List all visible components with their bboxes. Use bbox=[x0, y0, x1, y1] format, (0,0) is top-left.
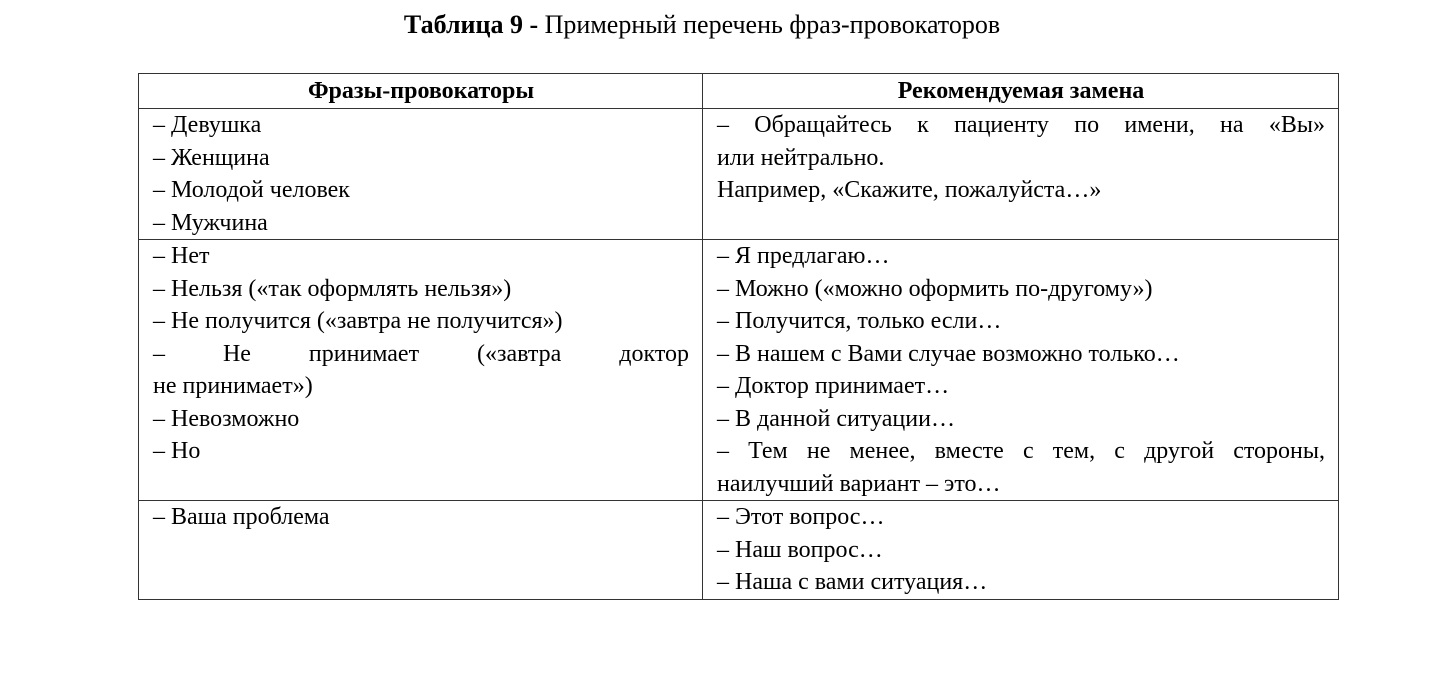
phrase-line: – Невозможно bbox=[153, 405, 300, 432]
replacement-line: – Этот вопрос… bbox=[717, 504, 885, 530]
replacement-line: – В данной ситуации… bbox=[717, 405, 955, 432]
phrase-line: – Мужчина bbox=[153, 209, 268, 236]
replacement-line: – Наша с вами ситуация… bbox=[717, 569, 988, 595]
replacement-line: Например, «Скажите, пожалуйста…» bbox=[717, 177, 1102, 203]
phrase-line: не принимает») bbox=[153, 373, 313, 399]
replacement-line: или нейтрально. bbox=[717, 144, 885, 171]
replacement-line: – Тем не менее, вместе с тем, с другой стороны, bbox=[717, 438, 1325, 464]
replacement-line: – Получится, только если… bbox=[717, 308, 1002, 334]
phrases-cell bbox=[139, 240, 703, 501]
replacement-line: – Доктор принимает… bbox=[717, 373, 950, 399]
table-title: Примерный перечень фраз-провокаторов bbox=[544, 10, 1001, 39]
table-caption bbox=[0, 8, 1404, 42]
phrase-line: – Нельзя («так оформлять нельзя») bbox=[153, 275, 512, 302]
phrase-line: – Женщина bbox=[153, 144, 270, 171]
replacement-line: – В нашем с Вами случае возможно только… bbox=[717, 340, 1180, 367]
phrase-line: – Но bbox=[153, 438, 201, 464]
replacement-cell bbox=[703, 501, 1339, 600]
table-row bbox=[139, 501, 1339, 600]
phrases-cell bbox=[139, 501, 703, 600]
header-recommended-replacement: Рекомендуемая замена bbox=[703, 74, 1339, 109]
phrase-line: – Нет bbox=[153, 243, 210, 269]
phrases-table bbox=[138, 73, 1339, 600]
table-row bbox=[139, 109, 1339, 240]
replacement-cell bbox=[703, 109, 1339, 240]
replacement-line: – Можно («можно оформить по-другому») bbox=[717, 275, 1153, 302]
replacement-cell bbox=[703, 240, 1339, 501]
phrases-cell bbox=[139, 109, 703, 240]
replacement-line: – Я предлагаю… bbox=[717, 243, 890, 269]
phrase-line: – Молодой человек bbox=[153, 177, 350, 203]
phrase-line: – Не получится («завтра не получится») bbox=[153, 308, 563, 334]
table-header-row bbox=[139, 74, 1339, 109]
header-provocative-phrases: Фразы-провокаторы bbox=[139, 74, 703, 109]
table-number: Таблица 9 - bbox=[403, 10, 539, 39]
phrase-line: – Девушка bbox=[153, 112, 262, 138]
replacement-line: наилучший вариант – это… bbox=[717, 470, 1001, 497]
phrase-line: – Не принимает («завтра доктор bbox=[153, 340, 689, 367]
table-row bbox=[139, 240, 1339, 501]
replacement-line: – Наш вопрос… bbox=[717, 536, 883, 563]
phrase-line: – Ваша проблема bbox=[153, 504, 330, 530]
replacement-line: – Обращайтесь к пациенту по имени, на «Вы» bbox=[717, 112, 1325, 138]
